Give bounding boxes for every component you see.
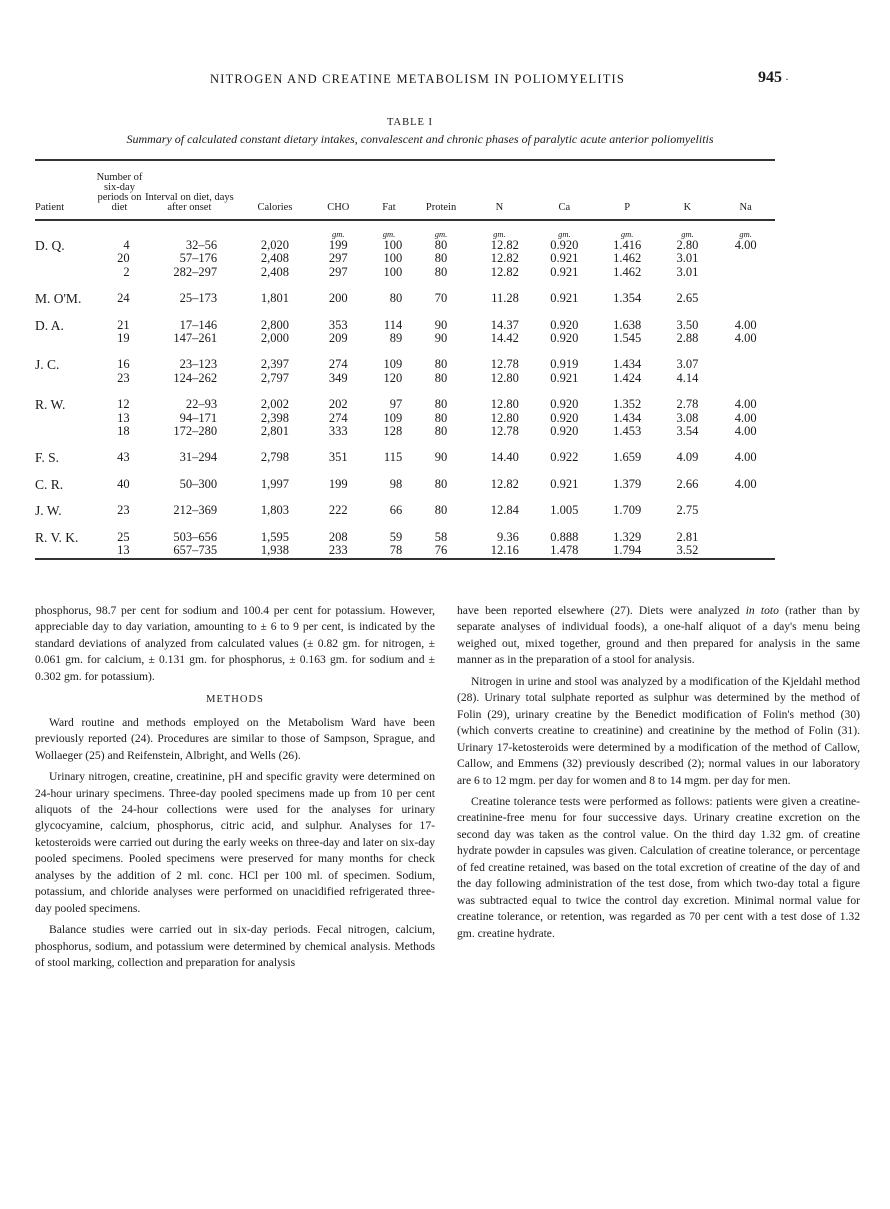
table-cell: 12.84 [490, 503, 519, 518]
table-cell: 0.920 [550, 317, 579, 332]
table-cell: 98 [389, 476, 403, 491]
table-cell: 1.434 [613, 410, 642, 425]
table-cell: 20 [117, 251, 130, 266]
table-cell: 2.78 [676, 397, 699, 412]
table-cell: 4.00 [734, 331, 757, 346]
table-cell: 13 [117, 543, 130, 558]
table-row [35, 544, 775, 558]
table-cell: 4.00 [734, 424, 757, 439]
table-cell: 100 [383, 251, 403, 266]
unit-cell: gm. [493, 229, 506, 239]
table-cell: 4.00 [734, 476, 757, 491]
table-cell: 1.659 [613, 450, 642, 465]
table-cell: 2,408 [260, 251, 289, 266]
table-cell: 109 [383, 357, 403, 372]
table-cell: 297 [328, 264, 348, 279]
patient-cell [35, 425, 95, 438]
table-cell: 19 [117, 331, 130, 346]
patient-cell [35, 252, 95, 265]
table-cell: 100 [383, 238, 403, 252]
table-cell: 3.54 [676, 424, 699, 439]
patient-cell [35, 332, 95, 345]
table-cell: 3.08 [676, 410, 699, 425]
table-cell: 3.52 [676, 543, 699, 558]
table-cell: 14.37 [490, 317, 519, 332]
patient-cell: R. V. K. [35, 529, 79, 545]
table-cell: 23 [117, 503, 130, 518]
left-column [35, 603, 435, 972]
unit-cell [144, 220, 235, 239]
table-cell: 100 [383, 264, 403, 279]
patient-cell: F. S. [35, 450, 60, 466]
table-cell: 297 [328, 251, 348, 266]
table-row [35, 451, 775, 464]
italic-text: in toto [745, 604, 779, 617]
table-cell: 0.921 [550, 291, 579, 306]
table-cell: 89 [389, 331, 403, 346]
table-cell: 1.478 [550, 543, 579, 558]
table-cell: 12 [117, 397, 130, 412]
table-cell: 128 [383, 424, 403, 439]
table-cell: 2,020 [260, 238, 289, 252]
table-row [35, 266, 775, 279]
table-cell: 90 [434, 450, 448, 465]
table-cell: 1.709 [613, 503, 642, 518]
table-cell: 2,800 [260, 317, 289, 332]
paragraph: Ward routine and methods employed on the Metabolism Ward have been previously reported (24). Procedures are similar to those of Sampson, Sprague, and Wollaeger (25) and Reifenstein, Albright, and Wells (26). [35, 715, 435, 762]
table-row [35, 332, 775, 345]
table-cell: 0.920 [550, 238, 579, 252]
table-cell: 199 [328, 476, 348, 491]
column-header: Interval on diet, days after onset [144, 160, 235, 220]
patient-cell: D. A. [35, 317, 64, 333]
table-cell: 1.462 [613, 264, 642, 279]
paragraph: Urinary nitrogen, creatine, creatinine, pH and specific gravity were determined on 24-hour urinary specimens. Three-day pooled specimens made up from 10 per cent aliquots of the 24-hour collections were used for the analyses for urinary glycocyamine, calcium, phosphorus, citric acid, and sulphur. Analyses for 17-ketosteroids were carried out during the early weeks on three-day and later on six-day pooled specimens. Pooled specimens were preserved for many months for check analyses by the addition of 2 ml. conc. HCl per 100 ml. of specimen. Sodium, potassium, and chloride analyses were performed on unacidified refrigerated three-day pooled specimens. [35, 770, 435, 915]
table-cell: 0.920 [550, 397, 579, 412]
table-cell: 90 [434, 317, 448, 332]
table-cell: 199 [328, 238, 348, 252]
table-row [35, 504, 775, 517]
table-cell: 0.919 [550, 357, 579, 372]
table-cell: 657–735 [173, 543, 218, 558]
table-cell: 2,797 [260, 370, 289, 385]
table-cell: 353 [328, 317, 348, 332]
table-cell: 24 [117, 291, 130, 306]
table-cell: 12.80 [490, 370, 519, 385]
table-row [35, 372, 775, 385]
table-cell: 11.28 [491, 291, 519, 306]
column-header: K [659, 160, 717, 220]
table-cell: 80 [434, 503, 448, 518]
table-cell: 4.00 [734, 397, 757, 412]
unit-cell: gm. [620, 229, 634, 239]
table-cell: 2.75 [676, 503, 699, 518]
table-cell: 78 [389, 543, 403, 558]
column-header: N [466, 160, 533, 220]
unit-cell: gm. [434, 229, 448, 239]
table-cell: 2,002 [260, 397, 289, 412]
table-cell: 16 [117, 357, 130, 372]
table-cell: 120 [383, 370, 403, 385]
table-cell: 503–656 [173, 529, 218, 544]
paragraph [457, 603, 860, 669]
table-cell: 23–123 [179, 357, 218, 372]
table-cell: 76 [434, 543, 448, 558]
table-cell: 4.00 [734, 317, 757, 332]
paragraph: Creatine tolerance tests were performed as follows: patients were given a creatine-creatinine-free menu for four successive days. Urinary creatine excretion on the second day was taken as the control value. On the third day 1.32 gm. of creatine hydrate powder in capsules was given. Calculation of creatine tolerance, or percentage of fed creatine retained, was based on the total excretion of creatine of the day of and the day following administration of the test dose, from which two-day total a figure was subtracted equal to twice the control day excretion. Minimal normal value for creatine tolerance, or retention, was regarded as 70 per cent with a test dose of 1.32 gm. creatine hydrate. [457, 794, 860, 940]
table-cell: 4.00 [734, 238, 757, 252]
table-cell: 202 [328, 397, 348, 412]
table-cell: 2,801 [260, 424, 289, 439]
table-cell: 9.36 [497, 529, 519, 544]
table-cell: 1.453 [613, 424, 642, 439]
table-cell: 21 [117, 317, 130, 332]
table-cell: 351 [328, 450, 348, 465]
text: have been reported elsewhere (27). Diets were analyzed [457, 604, 746, 617]
text: (rather than by separate analyses of individual foods), a one-half aliquot of a day's menu being weighed out, mixed together, ground and then prepared for analysis in the same manner as in the preparation of a stool for analysis. [457, 604, 860, 667]
table-cell: 22–93 [185, 397, 218, 412]
table-cell: 114 [383, 317, 403, 332]
table-cell: 80 [434, 410, 448, 425]
table-cell [716, 358, 775, 371]
patient-cell [35, 372, 95, 385]
table-cell [716, 531, 775, 544]
patient-cell: C. R. [35, 476, 64, 492]
paragraph: phosphorus, 98.7 per cent for sodium and 100.4 per cent for potassium. However, appreciable day to day variation, amounting to ± 6 to 9 per cent, is indicated by the standard deviations of analyzed from calculated values (± 0.82 gm. for nitrogen, ± 0.061 gm. for calcium, ± 0.131 gm. for phosphorus, ± 0.163 gm. for sodium and ± 0.302 gm. for potassium). [35, 604, 435, 683]
table-row [35, 358, 775, 371]
table-cell: 80 [434, 238, 448, 252]
table-cell: 80 [434, 251, 448, 266]
table-cell: 212–369 [173, 503, 218, 518]
patient-cell [35, 266, 95, 279]
table-cell: 13 [117, 410, 130, 425]
patient-cell [35, 412, 95, 425]
table-cell: 43 [117, 450, 130, 465]
patient-cell [35, 544, 95, 558]
table-row [35, 412, 775, 425]
table-cell: 14.42 [490, 331, 519, 346]
unit-cell [35, 220, 95, 239]
page-mark: · [785, 72, 789, 86]
column-header: Number of six-day periods on diet [95, 160, 143, 220]
table-cell: 80 [434, 370, 448, 385]
table-cell: 208 [328, 529, 348, 544]
table-row [35, 292, 775, 305]
table-cell [716, 544, 775, 558]
table-cell: 2,000 [260, 331, 289, 346]
table-cell: 59 [389, 529, 403, 544]
table-cell: 31–294 [179, 450, 218, 465]
patient-cell: R. W. [35, 397, 66, 413]
unit-cell [235, 220, 315, 239]
running-title: NITROGEN AND CREATINE METABOLISM IN POLIOMYELITIS [210, 72, 626, 86]
table-cell: 2,798 [260, 450, 289, 465]
table-cell: 12.82 [490, 238, 519, 252]
table-cell: 80 [434, 397, 448, 412]
table-cell: 2.88 [676, 331, 699, 346]
table-cell [716, 372, 775, 385]
table-cell: 200 [328, 291, 348, 306]
unit-cell: gm. [382, 229, 396, 239]
table-cell: 1,595 [260, 529, 289, 544]
table-cell: 2.81 [676, 529, 699, 544]
table-cell: 2.65 [676, 291, 699, 306]
table-cell: 0.920 [550, 424, 579, 439]
table-cell: 222 [328, 503, 348, 518]
table-cell: 1.354 [613, 291, 642, 306]
table-cell: 2.80 [676, 238, 699, 252]
table-header-row [35, 160, 775, 220]
table-cell [716, 266, 775, 279]
unit-cell: gm. [558, 229, 571, 239]
table-cell: 1,801 [260, 291, 289, 306]
table-cell: 23 [117, 370, 130, 385]
table-cell: 3.01 [676, 264, 699, 279]
table-cell: 12.78 [490, 424, 519, 439]
table-cell: 2.66 [676, 476, 699, 491]
table-row [35, 478, 775, 491]
table-cell: 349 [328, 370, 348, 385]
table-cell: 80 [434, 264, 448, 279]
unit-cell: gm. [681, 229, 694, 239]
table-cell: 1.545 [613, 331, 642, 346]
column-header: P [596, 160, 659, 220]
table-cell: 90 [434, 331, 448, 346]
table-cell: 12.82 [490, 251, 519, 266]
table-cell: 233 [328, 543, 348, 558]
table-cell: 12.78 [490, 357, 519, 372]
table-cell: 2,398 [260, 410, 289, 425]
table-cell: 0.920 [550, 410, 579, 425]
column-header: Patient [35, 160, 95, 220]
table-cell: 1,997 [260, 476, 289, 491]
table-cell: 4.14 [676, 370, 699, 385]
table-cell: 50–300 [179, 476, 218, 491]
table-cell: 1.638 [613, 317, 642, 332]
table-cell: 3.01 [676, 251, 699, 266]
table-label: TABLE I [386, 117, 434, 128]
paragraph: Nitrogen in urine and stool was analyzed by a modification of the Kjeldahl method (28). Urinary total sulphate reported as sulphur was determined by the method of Folin (29), urinary creatine by the Benedict modification of Folin's method (30) (which converts creatine to creatinine) and creatinine by the method of Folin (31). Urinary 17-ketosteroids were determined by a modification of the method of Callow, Callow, and Emmens (32) previously described (2); normal values in our laboratory are 6 to 12 mgm. per day for women and 8 to 14 mgm. per day for men. [457, 674, 860, 787]
section-heading-methods: METHODS [206, 694, 264, 706]
table-cell: 3.50 [676, 317, 699, 332]
units-row [35, 220, 775, 239]
table-cell: 1.424 [613, 370, 642, 385]
column-header: Na [716, 160, 775, 220]
table-cell: 80 [389, 291, 403, 306]
column-header: CHO [315, 160, 362, 220]
table-cell: 80 [434, 424, 448, 439]
table-cell: 0.920 [550, 331, 579, 346]
table-row [35, 425, 775, 438]
patient-cell: D. Q. [35, 238, 65, 253]
table-cell: 12.16 [490, 543, 519, 558]
table-cell: 1.329 [613, 529, 642, 544]
table-cell: 58 [434, 529, 448, 544]
table-cell: 25 [117, 529, 130, 544]
table-cell: 32–56 [185, 238, 218, 252]
dietary-intake-table [35, 159, 775, 570]
table-cell: 94–171 [179, 410, 218, 425]
table-cell: 124–262 [173, 370, 218, 385]
table-cell: 4.09 [676, 450, 699, 465]
paragraph: Balance studies were carried out in six-day periods. Fecal nitrogen, calcium, phosphorus, sodium, and potassium were determined by chemical analysis. Methods of stool marking, collection and preparation for analysis [35, 923, 435, 970]
table-cell: 4 [123, 238, 130, 252]
table-cell: 1,938 [260, 543, 289, 558]
table-cell: 274 [328, 357, 348, 372]
unit-cell [95, 220, 143, 239]
patient-cell: M. O'M. [35, 291, 82, 307]
table-row [35, 531, 775, 544]
table-row [35, 252, 775, 265]
table-cell: 1.005 [550, 503, 579, 518]
table-cell [716, 252, 775, 265]
table-cell: 274 [328, 410, 348, 425]
table-cell: 4.00 [734, 450, 757, 465]
table-cell: 1.352 [613, 397, 642, 412]
table-cell: 282–297 [173, 264, 218, 279]
table-row [35, 398, 775, 411]
unit-cell: gm. [739, 229, 752, 239]
table-cell: 147–261 [173, 331, 218, 346]
table-cell: 0.922 [550, 450, 579, 465]
table-cell: 14.40 [490, 450, 519, 465]
table-cell: 66 [389, 503, 403, 518]
table-cell: 172–280 [173, 424, 218, 439]
table-cell: 12.80 [490, 410, 519, 425]
table-cell: 3.07 [676, 357, 699, 372]
right-column [457, 603, 860, 942]
table-cell: 17–146 [179, 317, 218, 332]
page-number: 945 [758, 69, 782, 86]
table-cell: 1.794 [613, 543, 642, 558]
table-cell: 0.888 [550, 529, 579, 544]
column-header: Fat [362, 160, 416, 220]
table-cell: 1.434 [613, 357, 642, 372]
table-cell: 2,397 [260, 357, 289, 372]
patient-cell: J. W. [35, 503, 62, 519]
table-row [35, 239, 775, 252]
table-cell: 80 [434, 476, 448, 491]
table-cell: 12.82 [490, 476, 519, 491]
table-cell: 2,408 [260, 264, 289, 279]
table-cell: 115 [383, 450, 403, 465]
table-caption: Summary of calculated constant dietary intakes, convalescent and chronic phases of paralytic acute anterior poliomyelitis [126, 132, 714, 146]
table-cell: 25–173 [179, 291, 218, 306]
table-cell: 0.921 [550, 476, 579, 491]
table-cell: 80 [434, 357, 448, 372]
column-header: Ca [533, 160, 596, 220]
table-cell: 97 [389, 397, 403, 412]
table-cell: 2 [123, 264, 130, 279]
column-header: Calories [235, 160, 315, 220]
table-cell: 70 [434, 291, 448, 306]
table-cell: 1.462 [613, 251, 642, 266]
table-cell: 4.00 [734, 410, 757, 425]
table-cell: 40 [117, 476, 130, 491]
table-cell: 0.921 [550, 370, 579, 385]
patient-cell: J. C. [35, 357, 60, 373]
table-cell [716, 292, 775, 305]
table-cell: 1.379 [613, 476, 642, 491]
table-cell: 57–176 [179, 251, 218, 266]
table-cell: 0.921 [550, 251, 579, 266]
unit-cell: gm. [332, 229, 345, 239]
table-cell: 1.416 [613, 238, 642, 252]
table-cell [716, 504, 775, 517]
table-cell: 1,803 [260, 503, 289, 518]
table-cell: 12.82 [490, 264, 519, 279]
table-cell: 12.80 [490, 397, 519, 412]
table-cell: 18 [117, 424, 130, 439]
table-row [35, 319, 775, 332]
column-header: Protein [416, 160, 466, 220]
table-cell: 333 [328, 424, 348, 439]
table-cell: 109 [383, 410, 403, 425]
table-cell: 0.921 [550, 264, 579, 279]
table-cell: 209 [328, 331, 348, 346]
